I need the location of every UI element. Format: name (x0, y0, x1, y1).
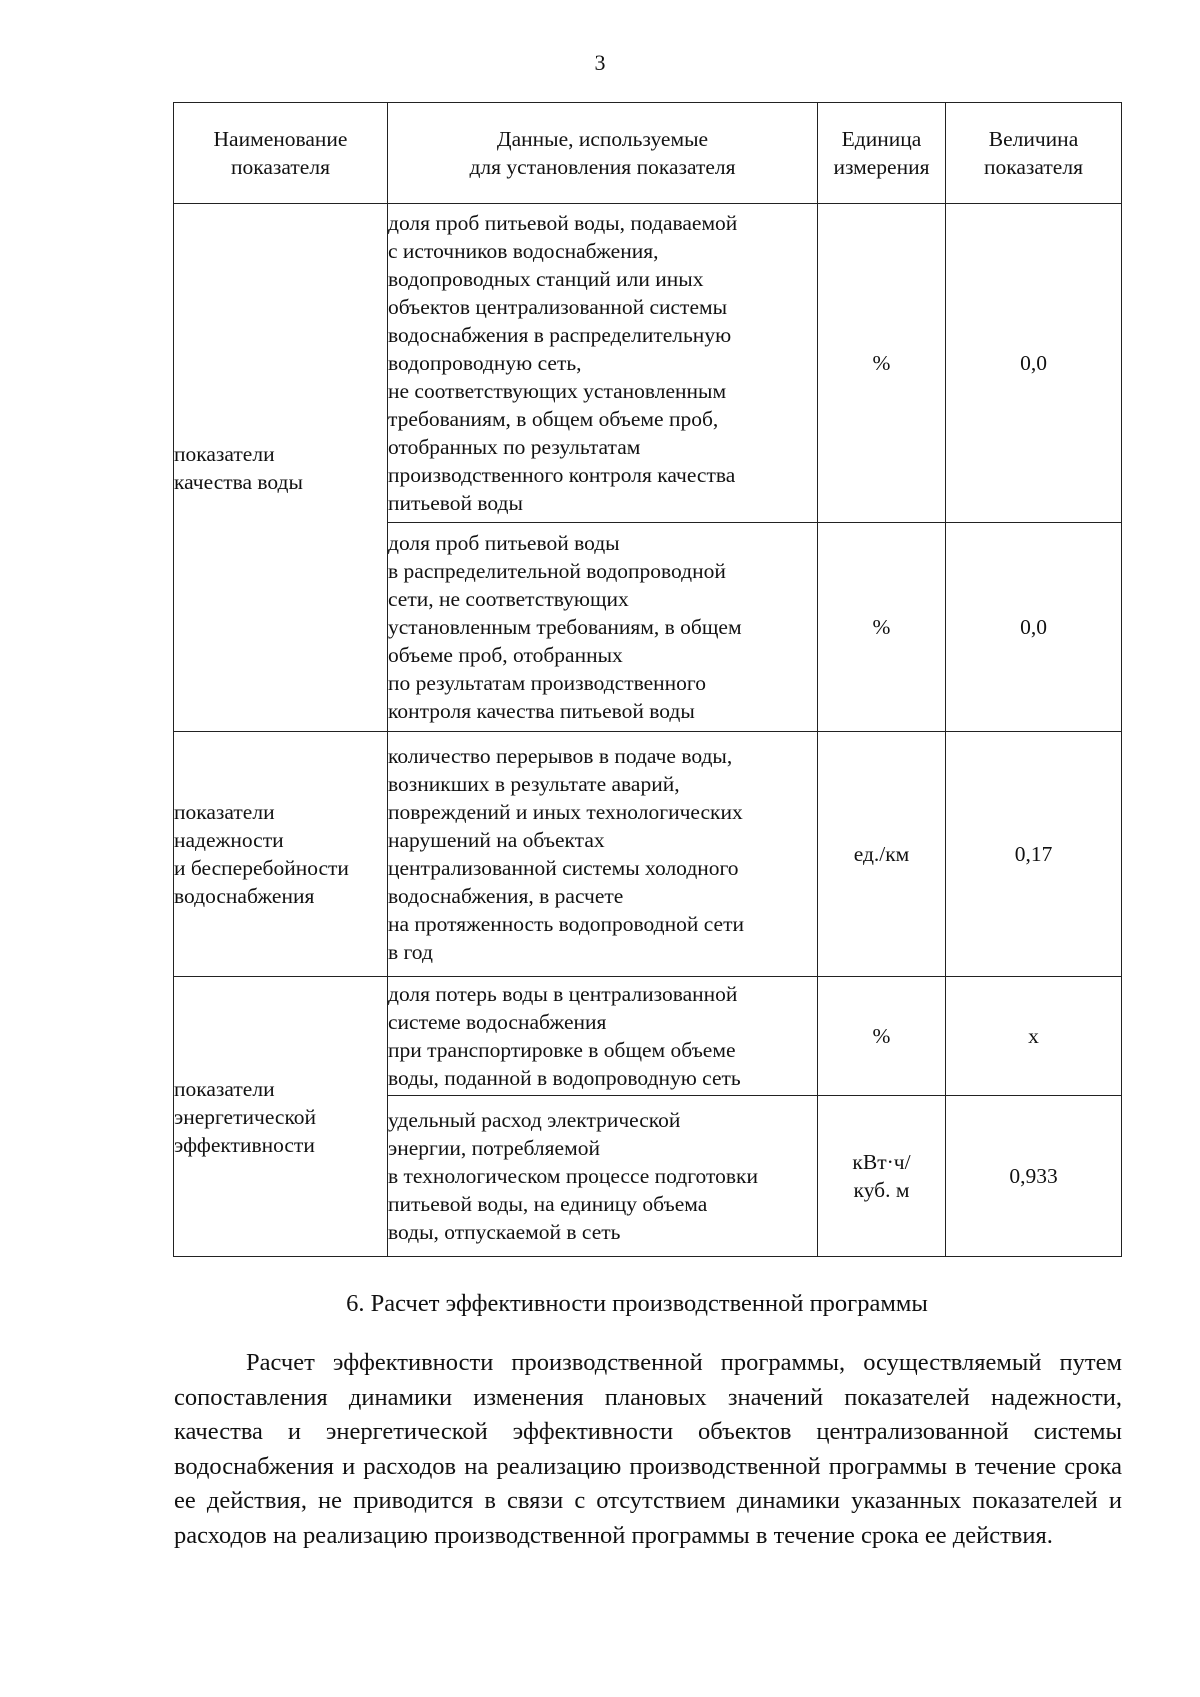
table-row (174, 204, 1122, 523)
header-indicator-name: Наименование показателя (174, 103, 388, 204)
section-paragraph: Расчет эффективности производственной программы, осуществляемый путем сопоставления динамики изменения плановых значений показателей надежности, качества и энергетической эффективности объектов централизованной системы водоснабжения и расходов на реализацию производственной программы в течение срока ее действия, не приводится в связи с отсутствием динамики указанных показателей и расходов на реализацию производственной программы в течение срока ее действия. (174, 1349, 1122, 1549)
indicators-table (173, 102, 1122, 1257)
row-unit: ед./км (818, 732, 946, 977)
row-description: доля потерь воды в централизованной системе водоснабжения при транспортировке в общем объеме воды, поданной в водопроводную сеть (388, 977, 818, 1096)
row-value: 0,17 (946, 732, 1122, 977)
row-description: количество перерывов в подаче воды, возникших в результате аварий, повреждений и иных технологических нарушений на объектах централизованной системы холодного водоснабжения, в расчете на протяженность водопроводной сети в год (388, 732, 818, 977)
table-row (174, 977, 1122, 1096)
table-row (174, 732, 1122, 977)
row-unit: % (818, 977, 946, 1096)
group-reliability: показатели надежности и бесперебойности водоснабжения (174, 732, 388, 977)
header-data-used: Данные, используемые для установления показателя (388, 103, 818, 204)
group-energy-efficiency: показатели энергетической эффективности (174, 977, 388, 1257)
row-unit: % (818, 204, 946, 523)
row-unit: кВт·ч/ куб. м (818, 1096, 946, 1257)
row-value: 0,933 (946, 1096, 1122, 1257)
header-unit: Единица измерения (818, 103, 946, 204)
row-value: 0,0 (946, 523, 1122, 732)
section-heading: 6. Расчет эффективности производственной программы (346, 1290, 928, 1317)
group-water-quality: показатели качества воды (174, 204, 388, 732)
row-description: удельный расход электрической энергии, потребляемой в технологическом процессе подготовки питьевой воды, на единицу объема воды, отпускаемой в сеть (388, 1096, 818, 1257)
row-description: доля проб питьевой воды, подаваемой с источников водоснабжения, водопроводных станций или иных объектов централизованной системы водоснабжения в распределительную водопроводную сеть, не соответствующих установленным требованиям, в общем объеме проб, отобранных по результатам производственного контроля качества питьевой воды (388, 204, 818, 523)
row-value: х (946, 977, 1122, 1096)
header-value: Величина показателя (946, 103, 1122, 204)
row-value: 0,0 (946, 204, 1122, 523)
page-number: 3 (594, 50, 606, 75)
row-unit: % (818, 523, 946, 732)
table-header-row (174, 103, 1122, 204)
row-description: доля проб питьевой воды в распределительной водопроводной сети, не соответствующих установленным требованиям, в общем объеме проб, отобранных по результатам производственного контроля качества питьевой воды (388, 523, 818, 732)
